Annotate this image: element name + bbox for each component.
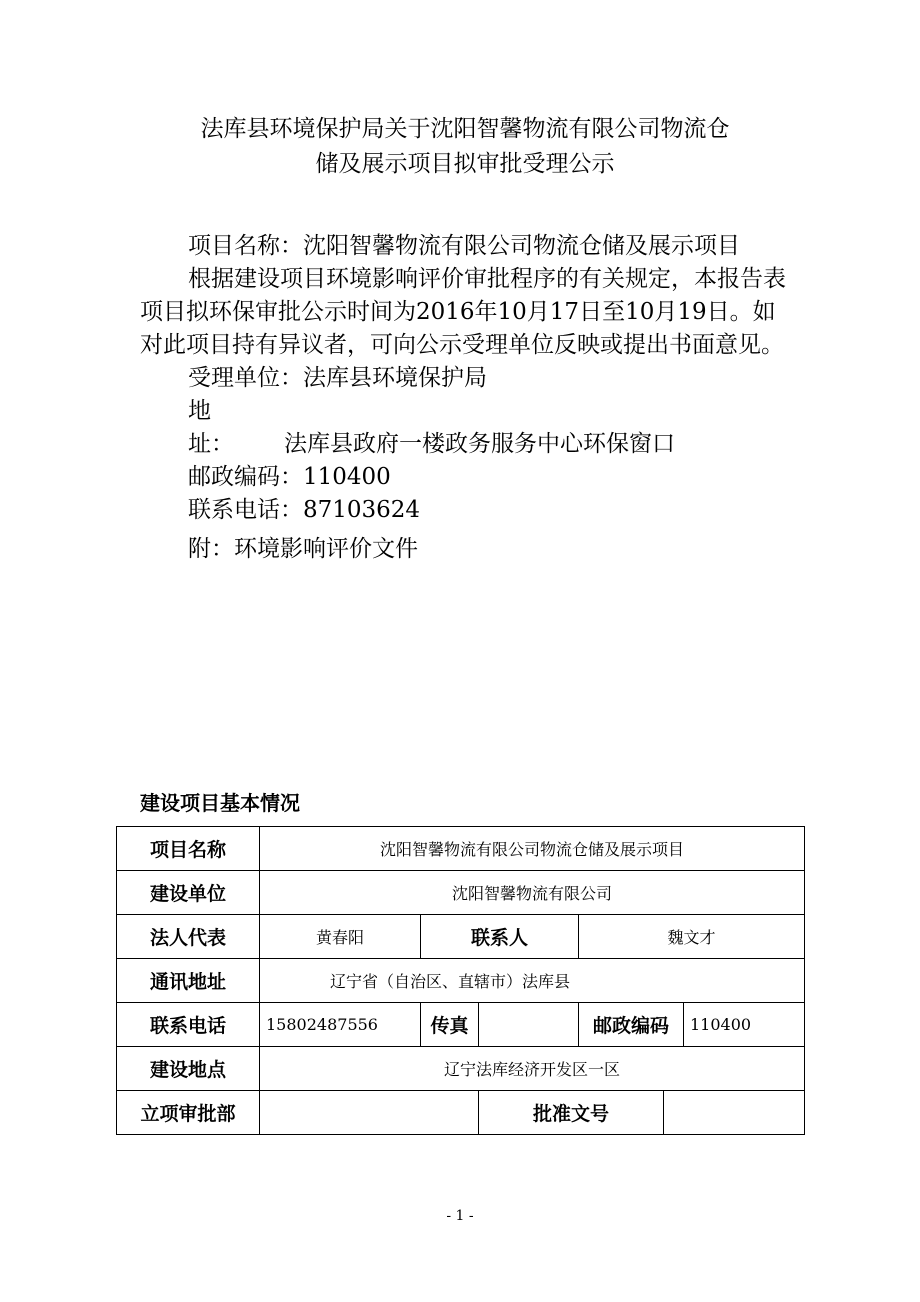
- postal-value: 110400: [684, 1003, 805, 1047]
- contact-label: 联系人: [421, 915, 579, 959]
- fax-label: 传真: [421, 1003, 479, 1047]
- approval-dept-label: 立项审批部: [117, 1091, 260, 1135]
- approval-doc-value: [664, 1091, 805, 1135]
- project-name-line: 项目名称：沈阳智馨物流有限公司物流仓储及展示项目: [188, 233, 740, 259]
- project-name-value: 沈阳智馨物流有限公司物流仓储及展示项目: [260, 827, 805, 871]
- phone-label: 联系电话: [117, 1003, 260, 1047]
- address-line: [140, 395, 790, 461]
- postal-label: 邮政编码: [579, 1003, 684, 1047]
- mail-address-label: 通讯地址: [117, 959, 260, 1003]
- page-number: - 1 -: [446, 1208, 474, 1224]
- table-row: [117, 959, 805, 1003]
- builder-label: 建设单位: [117, 871, 260, 915]
- accepting-unit-line: 受理单位：法库县环境保护局: [188, 365, 487, 391]
- table-row: [117, 827, 805, 871]
- table-row: [117, 1047, 805, 1091]
- site-value: 辽宁法库经济开发区一区: [260, 1047, 805, 1091]
- project-name-label: 项目名称: [117, 827, 260, 871]
- contact-value: 魏文才: [579, 915, 805, 959]
- table-row: [117, 915, 805, 959]
- phone-line: 联系电话：87103624: [188, 497, 421, 523]
- table-row: [117, 871, 805, 915]
- project-info-table: [116, 826, 805, 1135]
- approval-doc-label: 批准文号: [479, 1091, 664, 1135]
- mail-address-value: 辽宁省（自治区、直辖市）法库县: [260, 959, 805, 1003]
- title-line-1: 法库县环境保护局关于沈阳智馨物流有限公司物流仓: [200, 116, 730, 142]
- legal-rep-value: 黄春阳: [260, 915, 421, 959]
- address-label: 地 址：: [188, 398, 257, 457]
- title-line-2: 储及展示项目拟审批受理公示: [315, 151, 615, 177]
- table-row: [117, 1003, 805, 1047]
- builder-value: 沈阳智馨物流有限公司: [260, 871, 805, 915]
- notice-paragraph: 根据建设项目环境影响评价审批程序的有关规定，本报告表项目拟环保审批公示时间为2016年10月17日至10月19日。如对此项目持有异议者，可向公示受理单位反映或提出书面意见。: [140, 266, 786, 358]
- attachment-line: 附：环境影响评价文件: [188, 536, 418, 562]
- document-title: [140, 112, 790, 182]
- section-title: 建设项目基本情况: [140, 791, 300, 815]
- postal-code-line: 邮政编码：110400: [188, 464, 391, 490]
- fax-value: [479, 1003, 579, 1047]
- legal-rep-label: 法人代表: [117, 915, 260, 959]
- approval-dept-value: [260, 1091, 479, 1135]
- notice-body: [140, 230, 790, 566]
- address-value: 法库县政府一楼政务服务中心环保窗口: [284, 431, 675, 457]
- site-label: 建设地点: [117, 1047, 260, 1091]
- table-row: [117, 1091, 805, 1135]
- phone-value: 15802487556: [260, 1003, 421, 1047]
